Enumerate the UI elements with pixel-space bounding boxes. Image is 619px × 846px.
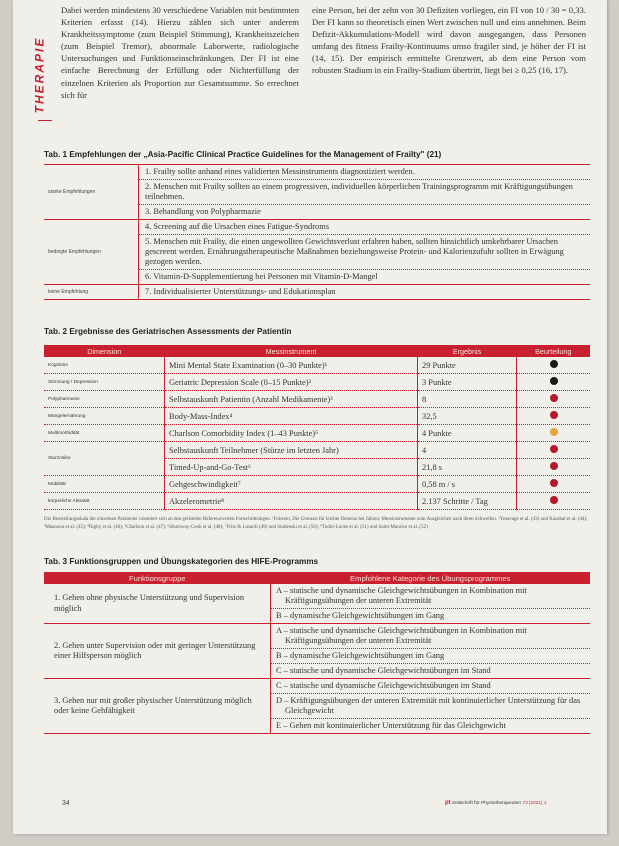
rating-dot [550, 445, 558, 453]
exercise-category-cell: B – dynamische Gleichgewichtsübungen im Gang [271, 609, 591, 624]
exercise-category-cell: A – statische und dynamische Gleichgewichtsübungen in Kombination mit Kräftigungsübungen der unteren Extremität [271, 624, 591, 649]
result-cell: 21,8 s [418, 459, 517, 476]
result-cell: 3 Punkte [418, 374, 517, 391]
exercise-category-cell: D – Kräftigungsübungen der unteren Extremität mit kontinuierlicher Unterstützung für das Gleichgewicht [271, 694, 591, 719]
journal-mark: pt [445, 800, 451, 806]
rating-cell [517, 391, 591, 408]
measure-cell: Selbstauskunft Teilnehmer (Stürze im letzten Jahr) [165, 442, 418, 459]
rating-dot [550, 394, 558, 402]
recommendation-group [44, 164, 590, 219]
recommendation-item: 4. Screening auf die Ursachen eines Fatigue-Syndroms [139, 220, 590, 235]
rating-cell [517, 425, 591, 442]
table3 [44, 572, 590, 734]
table2-header-dimension: Dimension [44, 345, 165, 357]
recommendation-item: 5. Menschen mit Frailty, die einen ungewollten Gewichtsverlust erfahren haben, sollten hinsichtlich umkehrbarer Ursachen gescreent werden. Ernährungstherapeutische Maßnahmen beziehungsweise Protein- und Kalorienzufuhr sollten in Erwägung gezogen werden. [139, 235, 590, 270]
table-row [44, 624, 590, 649]
journal-year: 73 [2021] 1 [522, 801, 547, 806]
table2-footnote: Die Beurteilungsskala der einzelnen Parameter orientiert sich an den gelisteten Referenzwerten Fortschrittsingen. ¹Folstein, Die Grenzen für leichte Demenz bei Jahren; Messinstrumente zum Ausgleichen nach ihren Schwellen. ²Yesavage et al. (43) und Kaushal et al. (44); ³Masnoon et al. (45); ⁴Rigby et al. (46); ⁵Charlson et al. (47); ⁶Shumway-Cook et al. (48); ⁷Fritz & Lusardi (49) und Studenski et al. (50); ⁸Tudor-Locke et al. (51) und Saint-Maurice et al. (52) [44, 517, 588, 530]
table-row [44, 442, 590, 459]
exercise-category-cell: C – statische und dynamische Gleichgewichtsübungen im Stand [271, 664, 591, 679]
table-row [44, 391, 590, 408]
dimension-cell: Sturzrisiko [44, 442, 165, 476]
recommendation-item: 6. Vitamin-D-Supplementierung bei Personen mit Vitamin-D-Mangel [145, 272, 378, 281]
measure-cell: Body-Mass-Index⁴ [165, 408, 418, 425]
exercise-category-cell: E – Gehen mit kontinuierlicher Unterstützung für das Gleichgewicht [271, 719, 591, 734]
rating-cell [517, 459, 591, 476]
recommendation-list [138, 220, 590, 284]
table-row [44, 408, 590, 425]
table2-header-result: Ergebnis [418, 345, 517, 357]
section-label: THERAPIE [32, 36, 46, 114]
measure-cell: Geriatric Depression Scale (0–15 Punkte)² [165, 374, 418, 391]
exercise-category-cell: C – statische und dynamische Gleichgewichtsübungen im Stand [271, 679, 591, 694]
function-group-cell: 2. Gehen unter Supervision oder mit geringer Unterstützung einer Hilfsperson möglich [44, 624, 271, 679]
dimension-cell: Multimorbidität [44, 425, 165, 442]
measure-cell: Akzelerometrie⁸ [165, 493, 418, 510]
dimension-cell: Mangelernährung [44, 408, 165, 425]
recommendation-group [44, 284, 590, 300]
measure-cell: Selbstauskunft Patientin (Anzahl Medikamente)³ [165, 391, 418, 408]
rating-dot [550, 479, 558, 487]
section-rule [38, 120, 52, 121]
result-cell: 4 [418, 442, 517, 459]
exercise-category-cell: B – dynamische Gleichgewichtsübungen im Gang [271, 649, 591, 664]
result-cell: 32,5 [418, 408, 517, 425]
journal-footer [445, 800, 546, 806]
journal-name: Zeitschrift für Physiotherapeuten [452, 801, 522, 806]
table3-title: Tab. 3 Funktionsgruppen und Übungskategorien des HIFE-Programms [44, 557, 319, 566]
recommendation-item: 7. Individualisierter Unterstützungs- und Edukationsplan [145, 287, 336, 296]
function-group-cell: 1. Gehen ohne physische Unterstützung und Supervision möglich [44, 584, 271, 624]
recommendation-item: 2. Menschen mit Frailty sollten an einem progressiven, individuellen körperlichen Trainingsprogramm mit Kräftigungsübungen teilnehmen. [139, 180, 590, 205]
page-number: 34 [62, 800, 70, 807]
result-cell: 2.137 Schritte / Tag [418, 493, 517, 510]
result-cell: 29 Punkte [418, 357, 517, 374]
table-row [44, 425, 590, 442]
recommendation-list [138, 285, 590, 299]
result-cell: 0,58 m / s [418, 476, 517, 493]
rating-dot [550, 411, 558, 419]
recommendation-list [138, 165, 590, 219]
recommendation-strength: keine Empfehlung [48, 289, 89, 295]
result-cell: 4 Punkte [418, 425, 517, 442]
measure-cell: Mini Mental State Examination (0–30 Punkte)¹ [165, 357, 418, 374]
table-row [44, 476, 590, 493]
rating-cell [517, 357, 591, 374]
table-row [44, 374, 590, 391]
recommendation-item: 1. Frailty sollte anhand eines validierten Messinstruments diagnostiziert werden. [139, 165, 590, 180]
table1 [44, 164, 590, 300]
table3-header-group: Funktionsgruppe [44, 572, 271, 584]
table3-header-category: Empfohlene Kategorie des Übungsprogrammes [271, 572, 591, 584]
intro-right-column: eine Person, bei der zehn von 30 Defiziten vorliegen, ein FI von 10 / 30 = 0,33. Der FI kann so theoretisch einen Wert zwischen null und eins annehmen. Beim Defizit-Akkumulations-Modell wird davon ausgegangen, dass Personen umfang des fitness Frailty-Kontinuums umso fragiler sind, je höher der FI ist (14, 15). Der empirisch ermittelte Grenzwert, ab dem eine Person vom robusten Stadium in ein Frailty-Stadium übertritt, liegt bei ≥ 0,25 (16, 17). [312, 5, 586, 76]
recommendation-group [44, 219, 590, 284]
table-row [44, 357, 590, 374]
rating-dot [550, 462, 558, 470]
exercise-category-cell: A – statische und dynamische Gleichgewichtsübungen in Kombination mit Kräftigungsübungen der unteren Extremität [271, 584, 591, 609]
table2-header-measure: Messinstrument [165, 345, 418, 357]
rating-cell [517, 374, 591, 391]
table2 [44, 345, 590, 510]
table1-title: Tab. 1 Empfehlungen der „Asia-Pacific Clinical Practice Guidelines for the Management of Frailty" (21) [44, 150, 442, 159]
table-row [44, 584, 590, 609]
rating-cell [517, 442, 591, 459]
dimension-cell: körperliche Aktivität [44, 493, 165, 510]
table-row [44, 493, 590, 510]
measure-cell: Gehgeschwindigkeit⁷ [165, 476, 418, 493]
dimension-cell: Kognition [44, 357, 165, 374]
dimension-cell: Mobilität [44, 476, 165, 493]
rating-cell [517, 493, 591, 510]
measure-cell: Timed-Up-and-Go-Test⁶ [165, 459, 418, 476]
recommendation-item: 3. Behandlung von Polypharmazie [145, 207, 261, 216]
rating-dot [550, 428, 558, 436]
dimension-cell: Polypharmazie [44, 391, 165, 408]
rating-cell [517, 476, 591, 493]
rating-dot [550, 377, 558, 385]
function-group-cell: 3. Gehen nur mit großer physischer Unterstützung möglich oder keine Gehfähigkeit [44, 679, 271, 734]
result-cell: 8 [418, 391, 517, 408]
intro-left-column: Dabei werden mindestens 30 verschiedene Variablen mit bestimmten Kriterien erfasst (14). Hierzu zählen sich unter anderem Krankheitssymptome (zum Beispiel Stimmung), Krankheitszeichen (zum Beispiel Tremor), abnormale Laborwerte, radiologische Untersuchungen und Funktionseinschränkungen. Der FI ist eine einfache Berechnung der Erfüllung oder Nichterfüllung der einzelnen Kriterien als Proportion zur Gesamtsumme. So errechnet sich für [61, 5, 299, 100]
recommendation-strength: starke Empfehlungen [48, 189, 96, 195]
recommendation-strength: bedingte Empfehlungen [48, 249, 101, 255]
table-row [44, 679, 590, 694]
table2-title: Tab. 2 Ergebnisse des Geriatrischen Assessments der Patientin [44, 327, 292, 336]
table2-header-rating: Beurteilung [517, 345, 591, 357]
measure-cell: Charlson Comorbidity Index (1–43 Punkte)⁵ [165, 425, 418, 442]
dimension-cell: Stimmung / Depression [44, 374, 165, 391]
rating-cell [517, 408, 591, 425]
rating-dot [550, 360, 558, 368]
rating-dot [550, 496, 558, 504]
